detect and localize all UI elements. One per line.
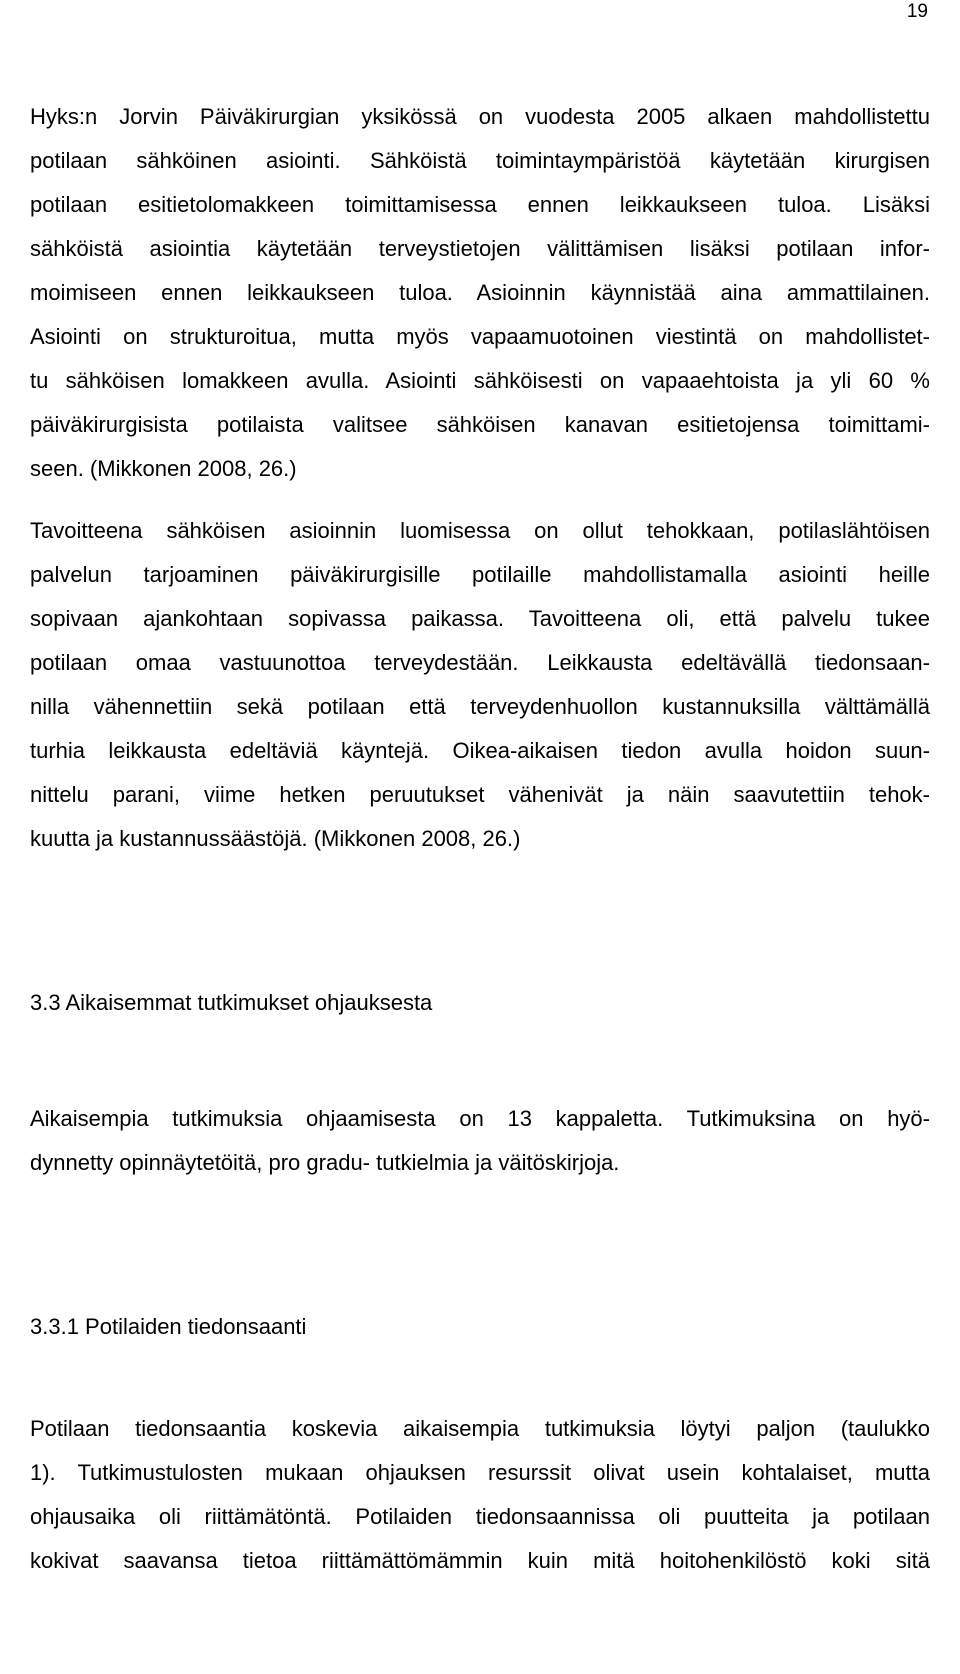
paragraph-line: Asiointi on strukturoitua, mutta myös vapaamuotoinen viestintä on mahdollistet- xyxy=(30,324,930,349)
paragraph-line: 1). Tutkimustulosten mukaan ohjauksen resurssit olivat usein kohtalaiset, mutta xyxy=(30,1460,930,1485)
section-heading-3-3: 3.3 Aikaisemmat tutkimukset ohjauksesta xyxy=(30,990,433,1015)
paragraph-line: potilaan esitietolomakkeen toimittamisessa ennen leikkaukseen tuloa. Lisäksi xyxy=(30,192,930,217)
paragraph-line: nilla vähennettiin sekä potilaan että terveydenhuollon kustannuksilla välttämällä xyxy=(30,694,930,719)
paragraph-line: dynnetty opinnäytetöitä, pro gradu- tutkielmia ja väitöskirjoja. xyxy=(30,1150,620,1175)
paragraph-line: palvelun tarjoaminen päiväkirurgisille potilaille mahdollistamalla asiointi heille xyxy=(30,562,930,587)
paragraph-line: turhia leikkausta edeltäviä käyntejä. Oikea-aikaisen tiedon avulla hoidon suun- xyxy=(30,738,930,763)
paragraph-line: sopivaan ajankohtaan sopivassa paikassa. Tavoitteena oli, että palvelu tukee xyxy=(30,606,930,631)
paragraph-line: kuutta ja kustannussäästöjä. (Mikkonen 2008, 26.) xyxy=(30,826,521,851)
page-number: 19 xyxy=(906,1,928,22)
paragraph-line: potilaan sähköinen asiointi. Sähköistä toimintaympäristöä käytetään kirurgisen xyxy=(30,148,930,173)
paragraph-line: sähköistä asiointia käytetään terveystietojen välittämisen lisäksi potilaan infor- xyxy=(30,236,930,261)
paragraph-line: Tavoitteena sähköisen asioinnin luomisessa on ollut tehokkaan, potilaslähtöisen xyxy=(30,518,930,543)
paragraph-line: Potilaan tiedonsaantia koskevia aikaisempia tutkimuksia löytyi paljon (taulukko xyxy=(30,1416,930,1441)
paragraph-line: kokivat saavansa tietoa riittämättömämmin kuin mitä hoitohenkilöstö koki sitä xyxy=(30,1548,930,1573)
paragraph-line: seen. (Mikkonen 2008, 26.) xyxy=(30,456,297,481)
paragraph-line: moimiseen ennen leikkaukseen tuloa. Asioinnin käynnistää aina ammattilainen. xyxy=(30,280,930,305)
paragraph-line: ohjausaika oli riittämätöntä. Potilaiden tiedonsaannissa oli puutteita ja potilaan xyxy=(30,1504,930,1529)
paragraph-line: päiväkirurgisista potilaista valitsee sähköisen kanavan esitietojensa toimittami- xyxy=(30,412,930,437)
paragraph-line: tu sähköisen lomakkeen avulla. Asiointi sähköisesti on vapaaehtoista ja yli 60 % xyxy=(30,368,930,393)
paragraph-line: Aikaisempia tutkimuksia ohjaamisesta on 13 kappaletta. Tutkimuksina on hyö- xyxy=(30,1106,930,1131)
paragraph-line: nittelu parani, viime hetken peruutukset vähenivät ja näin saavutettiin tehok- xyxy=(30,782,930,807)
section-heading-3-3-1: 3.3.1 Potilaiden tiedonsaanti xyxy=(30,1314,307,1339)
paragraph-line: potilaan omaa vastuunottoa terveydestään. Leikkausta edeltävällä tiedonsaan- xyxy=(30,650,930,675)
paragraph-line: Hyks:n Jorvin Päiväkirurgian yksikössä on vuodesta 2005 alkaen mahdollistettu xyxy=(30,104,930,129)
